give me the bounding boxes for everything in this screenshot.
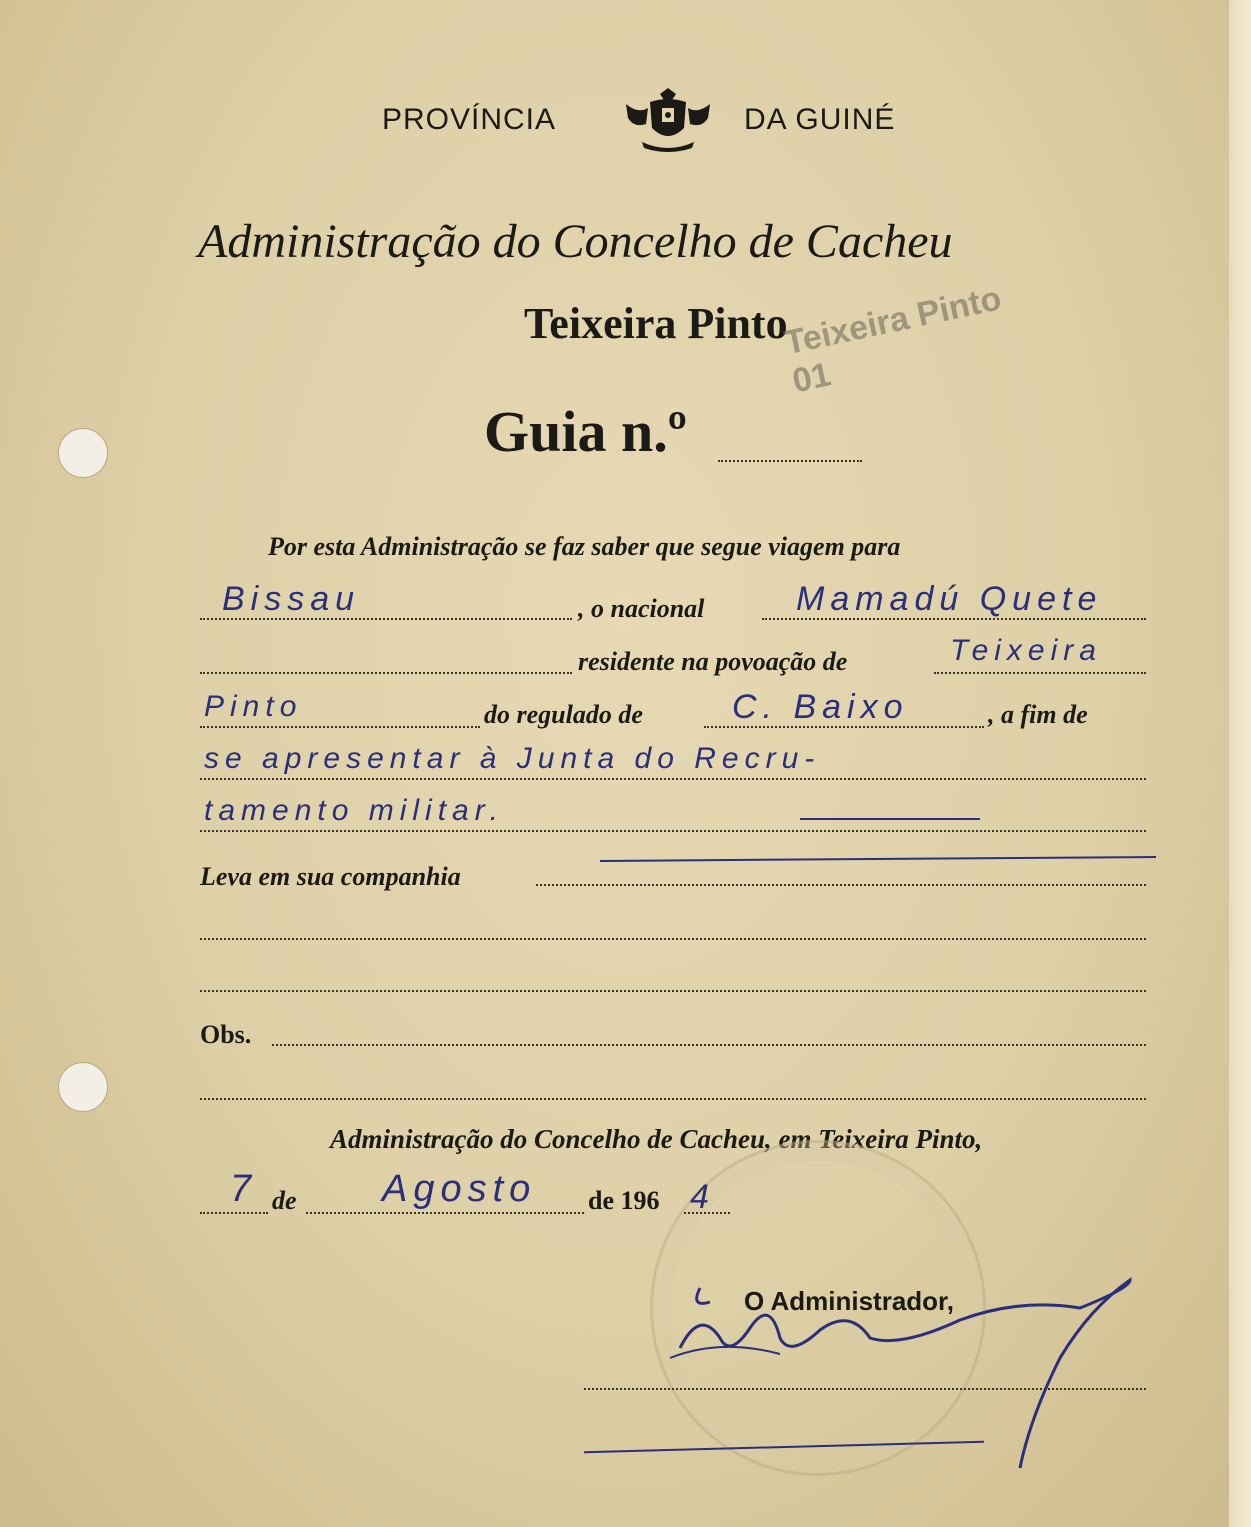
companhia-line-3	[200, 990, 1146, 992]
month-line	[306, 1212, 584, 1214]
administration-title: Administração do Concelho de Cacheu	[198, 215, 953, 268]
povoacao-line	[934, 672, 1146, 674]
guia-number-line	[718, 460, 862, 462]
companhia-line-2	[200, 938, 1146, 940]
month-value: Agosto	[382, 1168, 537, 1210]
povoacao-value-2: Pinto	[204, 690, 303, 723]
povoacao-value-1: Teixeira	[950, 634, 1102, 667]
place-subtitle: Teixeira Pinto	[524, 299, 788, 348]
nacional-label: , o nacional	[578, 594, 705, 623]
destination-value: Bissau	[222, 580, 361, 618]
signature-line	[584, 1388, 1146, 1390]
obs-line	[272, 1044, 1146, 1046]
purpose-line-1	[200, 778, 1146, 780]
purpose-line-2	[200, 830, 1146, 832]
paper-edge	[1229, 0, 1251, 1527]
administrator-label: O Administrador,	[744, 1286, 954, 1316]
afim-label: , a fim de	[988, 700, 1088, 729]
punch-hole-bottom	[58, 1062, 108, 1112]
punch-hole-top	[58, 428, 108, 478]
regulado-label: do regulado de	[484, 700, 643, 729]
companhia-line	[536, 884, 1146, 886]
day-value: 7	[230, 1168, 258, 1210]
province-left: PROVÍNCIA	[382, 103, 557, 136]
pen-dash-purpose	[800, 818, 980, 820]
regulado-value: C. Baixo	[732, 688, 909, 726]
year-digit: 4	[690, 1178, 715, 1216]
coat-of-arms-icon	[622, 84, 714, 156]
guia-number-label: Guia n.º	[484, 399, 687, 464]
day-line	[200, 1212, 268, 1214]
companhia-label: Leva em sua companhia	[200, 862, 461, 891]
ink-stamp: Teixeira Pinto 01	[781, 279, 1005, 401]
residence-line-left	[200, 672, 572, 674]
intro-text: Por esta Administração se faz saber que segue viagem para	[268, 532, 901, 561]
obs-line-2	[200, 1098, 1146, 1100]
obs-label: Obs.	[200, 1020, 252, 1049]
purpose-value-1: se apresentar à Junta do Recru-	[204, 742, 821, 775]
purpose-value-2: tamento militar.	[204, 794, 504, 827]
nacional-name: Mamadú Quete	[796, 580, 1103, 618]
closing-text: Administração do Concelho de Cacheu, em Teixeira Pinto,	[330, 1124, 983, 1154]
date-de-1: de	[272, 1186, 297, 1215]
povoacao-line-2	[200, 726, 480, 728]
residente-label: residente na povoação de	[578, 647, 848, 676]
year-label: de 196	[588, 1186, 660, 1215]
province-right: DA GUINÉ	[744, 103, 896, 136]
